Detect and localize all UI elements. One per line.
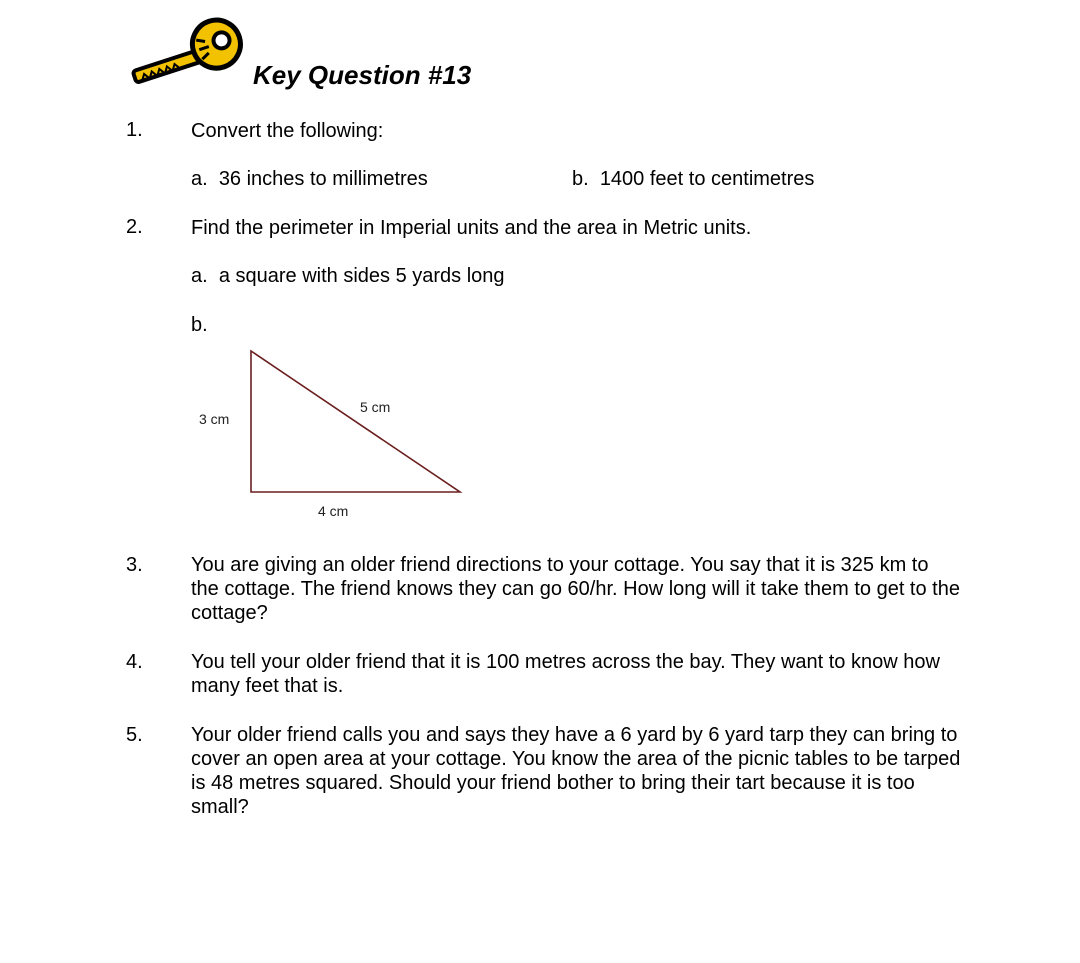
hypotenuse-label: 5 cm — [360, 399, 391, 415]
part-text: a square with sides 5 yards long — [218, 265, 505, 287]
part-label: a. — [191, 265, 208, 287]
right-triangle-figure — [190, 340, 480, 530]
side-horizontal-label: 4 cm — [318, 503, 349, 519]
question-1-number: 1. — [126, 119, 143, 141]
question-2a — [191, 265, 505, 288]
question-2-number: 2. — [126, 216, 143, 238]
part-text: 1400 feet to centimetres — [599, 168, 815, 190]
question-2-text: Find the perimeter in Imperial units and the area in Metric units. — [191, 217, 752, 239]
part-label: a. — [191, 168, 208, 190]
part-text: 36 inches to millimetres — [218, 168, 428, 190]
question-1a — [191, 168, 428, 191]
question-4-number: 4. — [126, 651, 143, 673]
question-3-number: 3. — [126, 554, 143, 576]
question-5-number: 5. — [126, 724, 143, 746]
side-vertical-label: 3 cm — [199, 411, 230, 427]
question-5-text: Your older friend calls you and says they have a 6 yard by 6 yard tarp they can bring to cover an open area at your cottage. You know the area of the picnic tables to be tarped is 48 metres squared. Should your friend bother to bring their tart because it is too small? — [191, 724, 961, 818]
question-1b — [572, 168, 814, 191]
key-icon — [126, 14, 244, 86]
question-4-text: You tell your older friend that it is 100 metres across the bay. They want to know how many feet that is. — [191, 651, 940, 697]
page-title: Key Question #13 — [253, 60, 472, 90]
part-label: b. — [191, 314, 208, 336]
triangle-shape — [251, 351, 460, 492]
question-3-text: You are giving an older friend directions to your cottage. You say that it is 325 km to the cottage. The friend knows they can go 60/hr. How long will it take them to get to the cottage? — [191, 554, 960, 624]
part-label: b. — [572, 168, 589, 190]
question-1-text: Convert the following: — [191, 120, 384, 142]
question-2b — [191, 314, 208, 337]
